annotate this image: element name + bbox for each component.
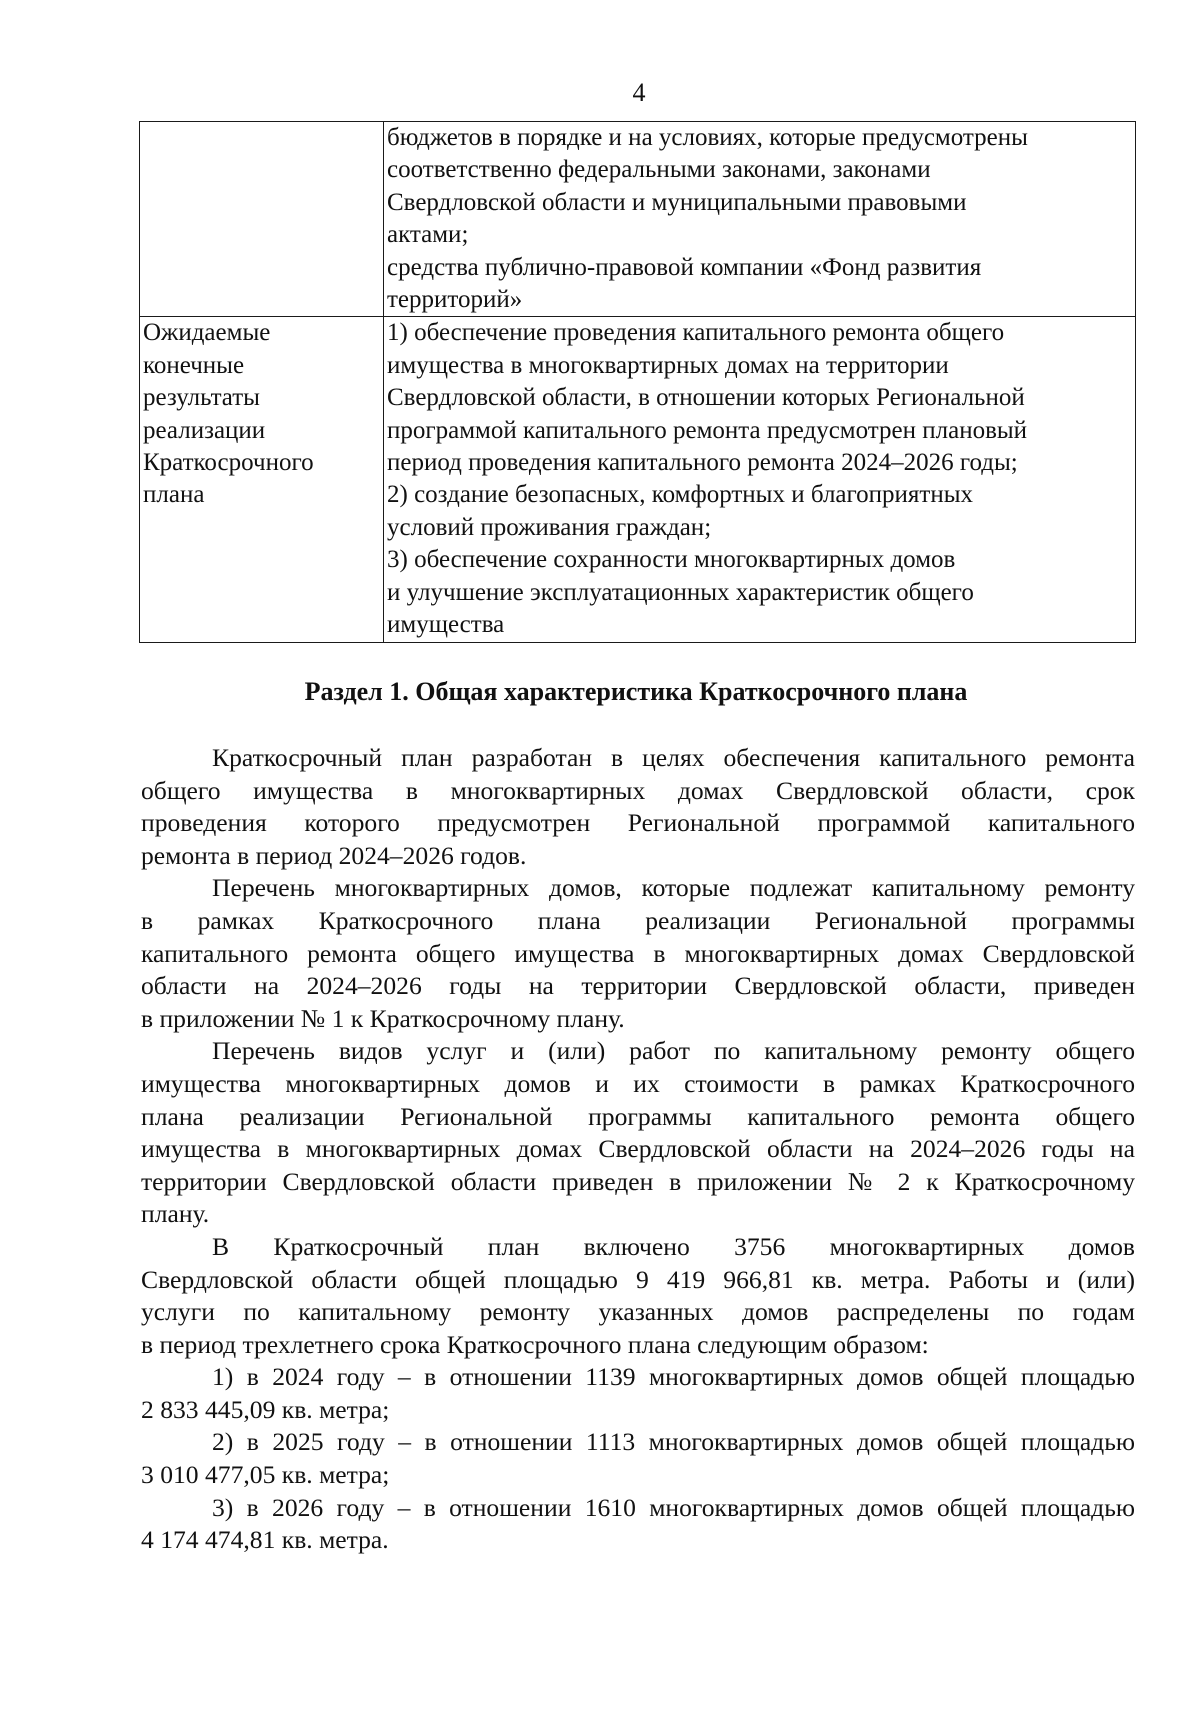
paragraph-line: имущества многоквартирных домов и их стоимости в рамках Краткосрочного — [141, 1068, 1135, 1098]
section-heading: Раздел 1. Общая характеристика Краткосрочного плана — [304, 677, 968, 706]
paragraph-line: имущества в многоквартирных домах Свердловской области на 2024–2026 годы на — [141, 1134, 1135, 1164]
paragraph-line: 4 174 474,81 кв. метра. — [141, 1525, 389, 1555]
table-cell-line: 2) создание безопасных, комфортных и благоприятных — [387, 481, 974, 509]
paragraph — [141, 872, 1135, 1035]
table-cell-line: период проведения капитального ремонта 2024–2026 годы; — [387, 449, 1018, 477]
paragraph — [141, 1035, 1135, 1231]
table-row — [140, 122, 1136, 317]
paragraph-line: капитального ремонта общего имущества в многоквартирных домах Свердловской — [141, 938, 1135, 968]
paragraph-line: 2) в 2025 году – в отношении 1113 многоквартирных домов общей площадью — [212, 1427, 1135, 1457]
paragraph — [141, 1231, 1135, 1361]
table-label-line: конечные — [143, 351, 245, 379]
section-body — [141, 742, 1135, 1557]
table-label-line: результаты — [143, 384, 260, 412]
paragraph-line: ремонта в период 2024–2026 годов. — [141, 840, 527, 870]
page-number: 4 — [632, 78, 646, 107]
paragraph-line: территории Свердловской области приведен в приложении № 2 к Краткосрочному — [141, 1166, 1135, 1196]
paragraph-line: в период трехлетнего срока Краткосрочного плана следующим образом: — [141, 1329, 929, 1359]
table-cell-line: имущества в многоквартирных домах на территории — [387, 351, 949, 379]
table-cell-label — [140, 317, 384, 642]
table-cell-line: и улучшение эксплуатационных характеристик общего — [387, 578, 974, 606]
table-cell-line: программой капитального ремонта предусмотрен плановый — [387, 416, 1028, 444]
table-cell-line: бюджетов в порядке и на условиях, которые предусмотрены — [387, 124, 1028, 151]
paragraph-line: проведения которого предусмотрен Региональной программой капитального — [141, 808, 1135, 838]
paragraph-line: В Краткосрочный план включено 3756 многоквартирных домов — [212, 1231, 1135, 1261]
passport-table — [139, 121, 1136, 643]
paragraph-line: плана реализации Региональной программы капитального ремонта общего — [141, 1101, 1135, 1131]
table-cell-line: Свердловской области и муниципальными правовыми — [387, 188, 967, 216]
paragraph-line: общего имущества в многоквартирных домах Свердловской области, срок — [141, 775, 1135, 805]
paragraph-line: 3 010 477,05 кв. метра; — [141, 1460, 390, 1490]
table-label-line: плана — [143, 481, 205, 509]
table-label-line: Краткосрочного — [143, 449, 314, 477]
paragraph-line: Свердловской области общей площадью 9 419 966,81 кв. метра. Работы и (или) — [141, 1264, 1135, 1294]
table-cell-line: средства публично-правовой компании «Фонд развития — [387, 253, 982, 281]
paragraph-line: плану. — [141, 1199, 210, 1229]
list-item — [141, 1361, 1135, 1426]
table-cell-content — [384, 317, 1136, 642]
paragraph-line: области на 2024–2026 годы на территории Свердловской области, приведен — [141, 971, 1135, 1001]
table-label-line: Ожидаемые — [143, 319, 271, 347]
paragraph-line: Перечень многоквартирных домов, которые подлежат капитальному ремонту — [212, 873, 1135, 903]
paragraph-line: 1) в 2024 году – в отношении 1139 многоквартирных домов общей площадью — [212, 1362, 1135, 1392]
list-item — [141, 1492, 1135, 1557]
paragraph-line: услуги по капитальному ремонту указанных домов распределены по годам — [141, 1297, 1135, 1327]
list-item — [141, 1426, 1135, 1491]
table-cell-label — [140, 122, 384, 317]
paragraph-line: Перечень видов услуг и (или) работ по капитальному ремонту общего — [212, 1036, 1135, 1066]
table-cell-line: условий проживания граждан; — [387, 513, 712, 541]
table-label-line: реализации — [143, 416, 266, 444]
table-row — [140, 317, 1136, 642]
paragraph-line: Краткосрочный план разработан в целях обеспечения капитального ремонта — [212, 743, 1135, 772]
table-cell-line: имущества — [387, 611, 505, 639]
table-cell-line: соответственно федеральными законами, законами — [387, 156, 931, 184]
paragraph-line: в приложении № 1 к Краткосрочному плану. — [141, 1003, 625, 1033]
paragraph-line: в рамках Краткосрочного плана реализации Региональной программы — [141, 905, 1135, 935]
paragraph-line: 3) в 2026 году – в отношении 1610 многоквартирных домов общей площадью — [212, 1492, 1135, 1522]
table-cell-line: территорий» — [387, 286, 523, 314]
table-cell-line: 1) обеспечение проведения капитального ремонта общего — [387, 319, 1005, 347]
table-cell-line: Свердловской области, в отношении которых Региональной — [387, 384, 1025, 412]
table-cell-content — [384, 122, 1136, 317]
paragraph-line: 2 833 445,09 кв. метра; — [141, 1394, 390, 1424]
table-cell-line: актами; — [387, 221, 469, 249]
paragraph — [141, 742, 1135, 872]
table-cell-line: 3) обеспечение сохранности многоквартирных домов — [387, 546, 956, 574]
